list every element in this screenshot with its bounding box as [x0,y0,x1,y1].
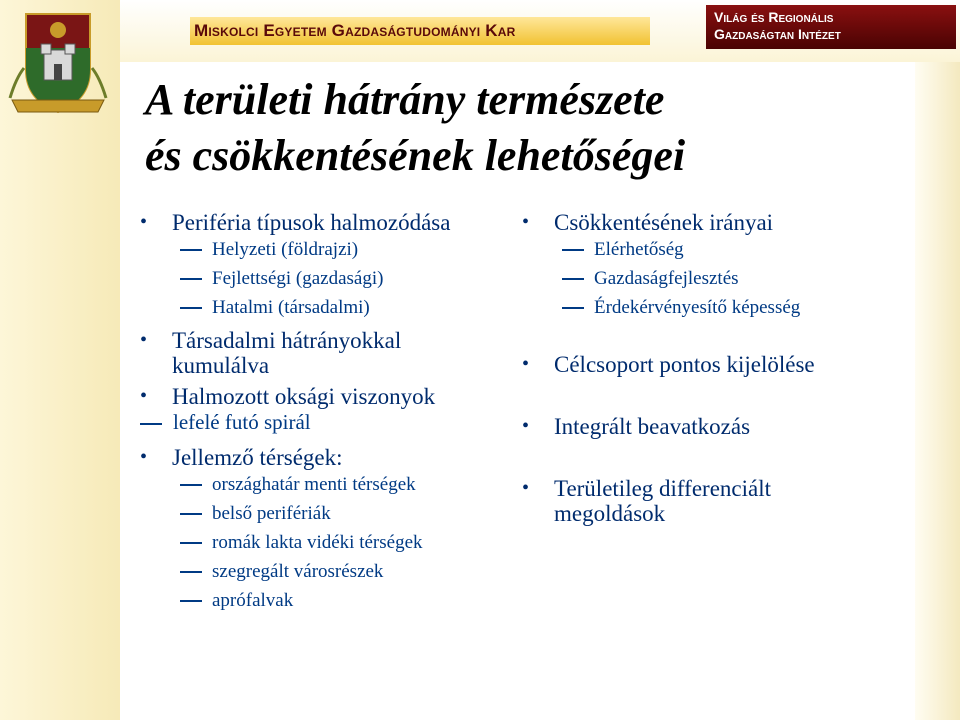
dash-icon [180,542,202,544]
bullet-tarsadalmi: • Társadalmi hátrányokkal kumulálva [140,328,500,378]
dash-icon [562,307,584,309]
dash-icon [180,571,202,573]
bullet-halmozott: • Halmozott oksági viszonyok [140,384,500,409]
institute-line-1: Világ és Regionális [714,9,834,25]
sub-gazdasagfejlesztes: Gazdaságfejlesztés [522,264,852,293]
left-column [140,210,500,615]
dash-icon [180,513,202,515]
sub-hatalmi: Hatalmi (társadalmi) [140,293,500,322]
institute-line-2: Gazdaságtan Intézet [714,26,841,42]
right-column [522,210,852,526]
dash-icon [180,484,202,486]
sub-lefele: lefelé futó spirál [140,409,500,435]
sub-erdekervenyesito: Érdekérvényesítő képesség [522,293,852,322]
bullet-teruletileg: • Területileg differenciált megoldások [522,476,852,526]
dash-icon [180,278,202,280]
dash-icon [140,423,162,425]
title-line-2: és csökkentésének lehetőségei [145,131,686,180]
dash-icon [180,307,202,309]
sub-orszaghatar: országhatár menti térségek [140,470,500,499]
university-name: Miskolci Egyetem Gazdaságtudományi Kar [190,17,650,45]
institute-name [706,5,956,49]
sub-helyzeti: Helyzeti (földrajzi) [140,235,500,264]
sub-aprofalvak: aprófalvak [140,586,500,615]
title-line-1: A területi hátrány természete [145,75,665,124]
bullet-iranyai: • Csökkentésének irányai [522,210,852,235]
sub-szegregalt: szegregált városrészek [140,557,500,586]
dash-icon [180,249,202,251]
sub-fejlettsegi: Fejlettségi (gazdasági) [140,264,500,293]
bullet-integralt: • Integrált beavatkozás [522,414,852,439]
bullet-celcsoport: • Célcsoport pontos kijelölése [522,352,852,377]
slide-title [145,72,945,184]
dash-icon [180,600,202,602]
bullet-periferia: • Periféria típusok halmozódása [140,210,500,235]
bullet-jellemzo: • Jellemző térségek: [140,445,500,470]
sub-elerhetoseg: Elérhetőség [522,235,852,264]
dash-icon [562,249,584,251]
sub-belso: belső perifériák [140,499,500,528]
sub-romak: romák lakta vidéki térségek [140,528,500,557]
university-crest-icon [8,8,108,120]
dash-icon [562,278,584,280]
